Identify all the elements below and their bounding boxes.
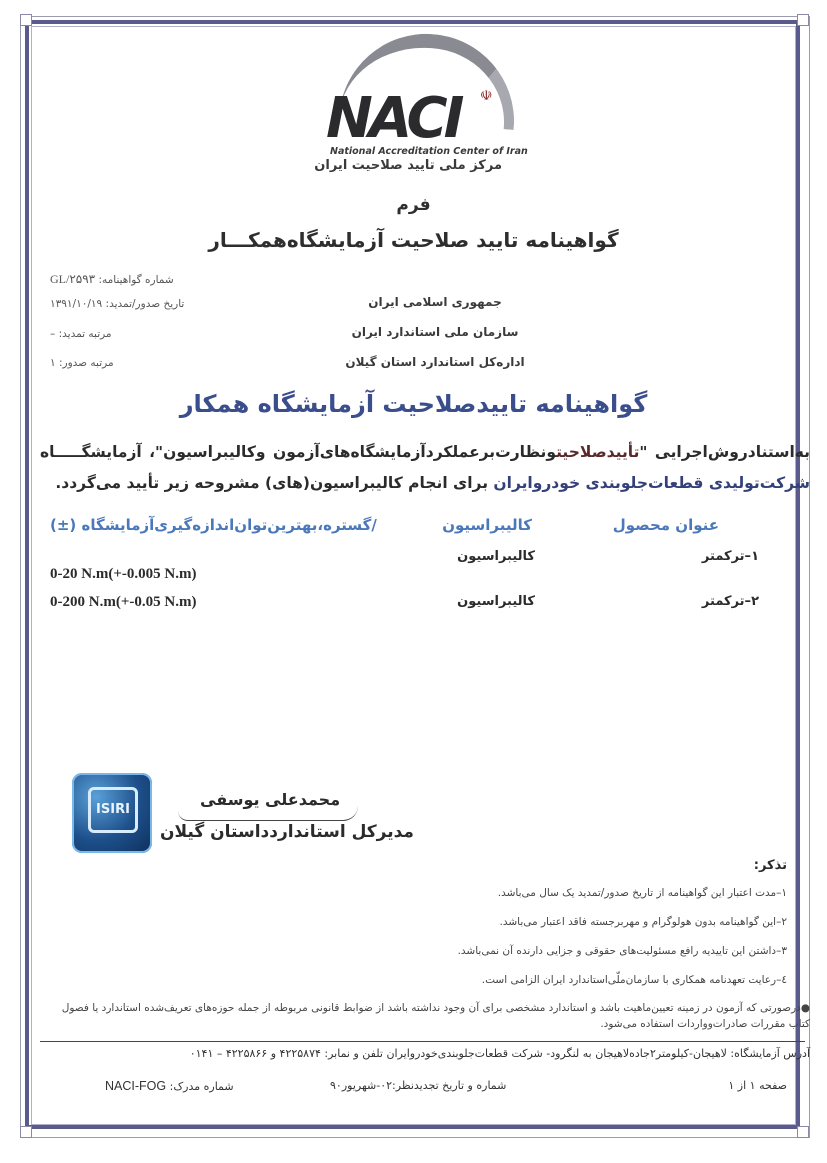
issue-date [50,298,210,310]
footer-divider [40,1041,805,1042]
naci-logo [314,28,528,173]
renewal-count [50,328,210,340]
logo-english-name: National Accreditation Center of Iran [330,146,528,157]
cell-product: ۱–ترکمتر [701,549,759,564]
signatory-title: مدیرکل استانداردداستان گیلان [160,822,414,842]
frame-corner [20,14,32,26]
note-item: ۳–داشتن این تاییدیه رافع مسئولیت‌های حقوقی و جزایی دارنده آن نمی‌باشد. [457,945,787,957]
paragraph-highlight: تأییدصلاحیت [556,443,640,461]
document-number-value: NACI-FOG [105,1079,167,1093]
cell-range: 0-200 N.m(+-0.05 N.m) [50,594,197,610]
signatory-name: محمدعلی یوسفی [200,790,341,809]
certificate-number-label: شماره گواهینامه: [98,274,174,286]
issuer-line-2: سازمان ملی استاندارد ایران [351,325,519,339]
certificate-number [50,272,210,287]
issue-count [50,357,210,369]
issue-count-value: ۱ [50,357,56,369]
standard-hologram-icon [72,773,152,853]
issuer-line-1: جمهوری اسلامی ایران [368,295,502,309]
note-item: ۲–این گواهینامه بدون هولوگرام و مهربرجسته فاقد اعتبار می‌باشد. [499,916,787,928]
lab-name: شرکت‌تولیدی قطعات‌جلوبندی خودروایران [493,474,810,492]
paragraph-text: برای انجام کالیبراسیون(های) مشروحه زیر تأیید می‌گردد. [55,474,494,492]
logo-mark: NACI [326,86,461,151]
column-header-range: /گستره،بهترین‌توان‌اندازه‌گیری‌آزمایشگاه (±) [50,516,377,534]
frame-corner [797,14,809,26]
cell-calibration: کالیبراسیون [457,549,535,564]
hologram-label: ISIRI [88,787,138,833]
column-header-calibration: کالیبراسیون [442,516,532,534]
form-title: گواهینامه تایید صلاحیت آزمایشگاه‌همکـــار [208,228,619,252]
certificate-paragraph-line-2 [40,474,810,492]
notes-heading: تذکر: [753,858,787,873]
cell-range: 0-20 N.m(+-0.005 N.m) [50,566,197,582]
cell-product: ۲–ترکمتر [701,594,759,609]
column-header-product: عنوان محصول [612,516,719,534]
issue-count-label: مرتبه صدور: [58,357,114,369]
issue-date-label: تاریخ صدور/تمدید: [105,298,185,310]
form-label: فرم [396,195,431,215]
issue-date-value: ۱۳۹۱/۱۰/۱۹ [50,298,103,310]
paragraph-text: ونظارت‌برعملکردآزمایشگاه‌های‌آزمون وکالیبراسیون"، آزمایشگـــــاه [40,443,557,461]
frame-corner [797,1126,809,1138]
logo-persian-name: مرکز ملی تایید صلاحیت ایران [314,158,502,173]
document-number-label: شماره مدرک: [169,1080,234,1093]
issuer-line-3: اداره‌کل استاندارد استان گیلان [345,355,525,369]
page-number: صفحه ۱ از ۱ [728,1079,787,1092]
note-item: ٤–رعایت تعهدنامه همکاری با سازمان‌ملّی‌استاندارد ایران الزامی است. [481,974,787,986]
frame-corner [20,1126,32,1138]
renewal-count-label: مرتبه تمدید: [58,328,112,340]
cell-calibration: کالیبراسیون [457,594,535,609]
revision-info: شماره و تاریخ تجدیدنظر:۰۲-شهریور۹۰ [330,1079,507,1092]
note-item: ۱–مدت اعتبار این گواهینامه از تاریخ صدور/تمدید یک سال می‌باشد. [497,887,787,899]
certificate-number-value: GL/۲۵۹۳ [50,272,96,286]
certificate-paragraph-line-1 [40,443,810,461]
certificate-title: گواهینامه تاییدصلاحیت آزمایشگاه همکار [179,390,648,418]
paragraph-text: به‌استنادروش‌اجرایی " [639,443,811,461]
iran-emblem-icon: ☫ [480,88,493,104]
lab-address: آدرس آزمایشگاه: لاهیجان-کیلومتر۲جاده‌لاهیجان به لنگرود- شرکت قطعات‌جلوبندی‌خودروایران تلفن و نمابر: ۴۲۲۵۸۷۴ و ۴۲۲۵۸۶۶ – ۰۱۴۱ [189,1047,810,1060]
note-star: ●درصورتی که آزمون در زمینه تعیین‌ماهیت باشد و استاندارد مشخصی برای آن وجود نداشته باشد از ضوابط قانونی مربوطه از جمله حوزه‌های تعریف‌شده استاندارد یا فصول کتاب مقررات صادرات‌وواردات استفاده می‌شود. [61,1002,810,1030]
document-number [105,1079,234,1093]
renewal-count-value: – [50,328,56,340]
